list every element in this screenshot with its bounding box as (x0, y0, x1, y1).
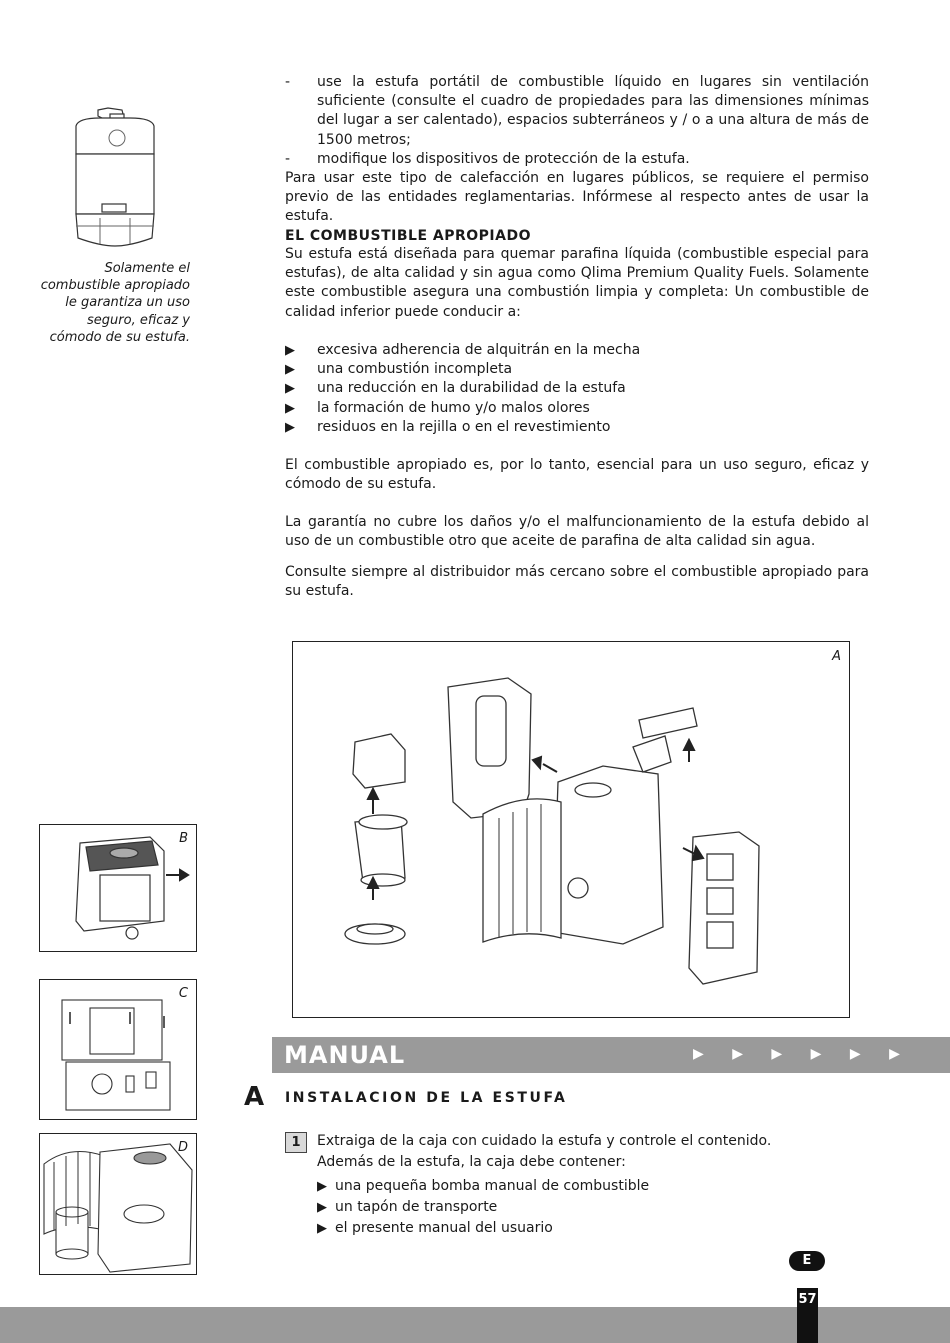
exploded-heater-illustration (293, 642, 849, 1017)
heater-burner-illustration (40, 1134, 196, 1274)
bullet-arrow-icon: ▶ (317, 1200, 327, 1215)
list-item: ▶ una combustión incompleta (285, 360, 869, 379)
page-number: 57 (797, 1288, 818, 1343)
list-item: ▶ excesiva adherencia de alquitrán en la mecha (285, 341, 869, 360)
section-letter: A (244, 1082, 265, 1112)
essential-paragraph: El combustible apropiado es, por lo tanto, esencial para un uso seguro, eficaz y cómodo de su estufa. (285, 457, 869, 493)
bullet-arrow-icon: ▶ (285, 362, 295, 378)
list-item: ▶ una reducción en la durabilidad de la estufa (285, 379, 869, 398)
bullet-arrow-icon: ▶ (317, 1179, 327, 1194)
figure-label: D (177, 1140, 188, 1155)
figure-label: A (832, 649, 841, 664)
consult-paragraph: Consulte siempre al distribuidor más cercano sobre el combustible apropiado para su estufa. (285, 564, 869, 600)
sidebar-caption: Solamente el combustible apropiado le garantiza un uso seguro, eficaz y cómodo de su estufa. (40, 261, 190, 345)
step-line: Extraiga de la caja con cuidado la estufa y controle el contenido. (317, 1133, 772, 1149)
fuel-heading: EL COMBUSTIBLE APROPIADO (285, 228, 531, 244)
step-line: Además de la estufa, la caja debe contener: (317, 1154, 626, 1170)
bullet-arrow-icon: ▶ (317, 1221, 327, 1236)
bullet-arrow-icon: ▶ (285, 381, 295, 397)
list-item: ▶ el presente manual del usuario (317, 1218, 857, 1239)
intro-list (285, 73, 869, 169)
warranty-paragraph: La garantía no cubre los daños y/o el malfuncionamiento de la estufa debido al uso de un combustible otro que aceite de parafina de alta calidad sin agua. (285, 514, 869, 550)
figure-label: B (179, 831, 188, 846)
language-badge: E (789, 1251, 825, 1271)
figure-c (39, 979, 197, 1120)
list-item: ▶ la formación de humo y/o malos olores (285, 399, 869, 418)
list-item: ▶ residuos en la rejilla o en el revestimiento (285, 418, 869, 437)
list-item: ▶ un tapón de transporte (317, 1197, 857, 1218)
list-item: - modifique los dispositivos de protección de la estufa. (285, 150, 869, 169)
manual-arrows: ▶ ▶ ▶ ▶ ▶ ▶ (693, 1046, 912, 1062)
section-title: INSTALACION DE LA ESTUFA (285, 1090, 568, 1106)
fuel-bullet-list (285, 341, 869, 437)
figure-label: C (178, 986, 188, 1001)
dash-marker: - (285, 150, 291, 167)
permit-paragraph: Para usar este tipo de calefacción en lugares públicos, se requiere el permiso previo de las entidades reglamentarias. Infórmese al respecto antes de usar la estufa. (285, 170, 869, 225)
dash-marker: - (285, 74, 291, 90)
figure-b (39, 824, 197, 952)
figure-d (39, 1133, 197, 1275)
list-item: - use la estufa portátil de combustible líquido en lugares sin ventilación suficiente (consulte el cuadro de propiedades para las dimensiones mínimas del lugar a ser calentado), espacios subterráneos y / o a una altura de más de 1500 metros; (285, 74, 869, 148)
heater-front-illustration (40, 980, 196, 1119)
bullet-arrow-icon: ▶ (285, 343, 295, 358)
bullet-arrow-icon: ▶ (285, 400, 295, 416)
list-item: ▶ una pequeña bomba manual de combustible (317, 1176, 857, 1197)
figure-a (292, 641, 850, 1018)
fuel-paragraph: Su estufa está diseñada para quemar parafina líquida (combustible especial para estufas), de alta calidad y sin agua como Qlima Premium Quality Fuels. Solamente este combustible asegura una combustión limpia y completa: Un combustible de calidad inferior puede conducir a: (285, 246, 869, 320)
heater-panel-illustration (40, 825, 196, 951)
step-content (317, 1131, 857, 1239)
step-number-badge: 1 (285, 1132, 307, 1153)
fuel-can-illustration (70, 104, 160, 248)
bullet-arrow-icon: ▶ (285, 419, 295, 435)
manual-title: MANUAL (284, 1041, 406, 1069)
